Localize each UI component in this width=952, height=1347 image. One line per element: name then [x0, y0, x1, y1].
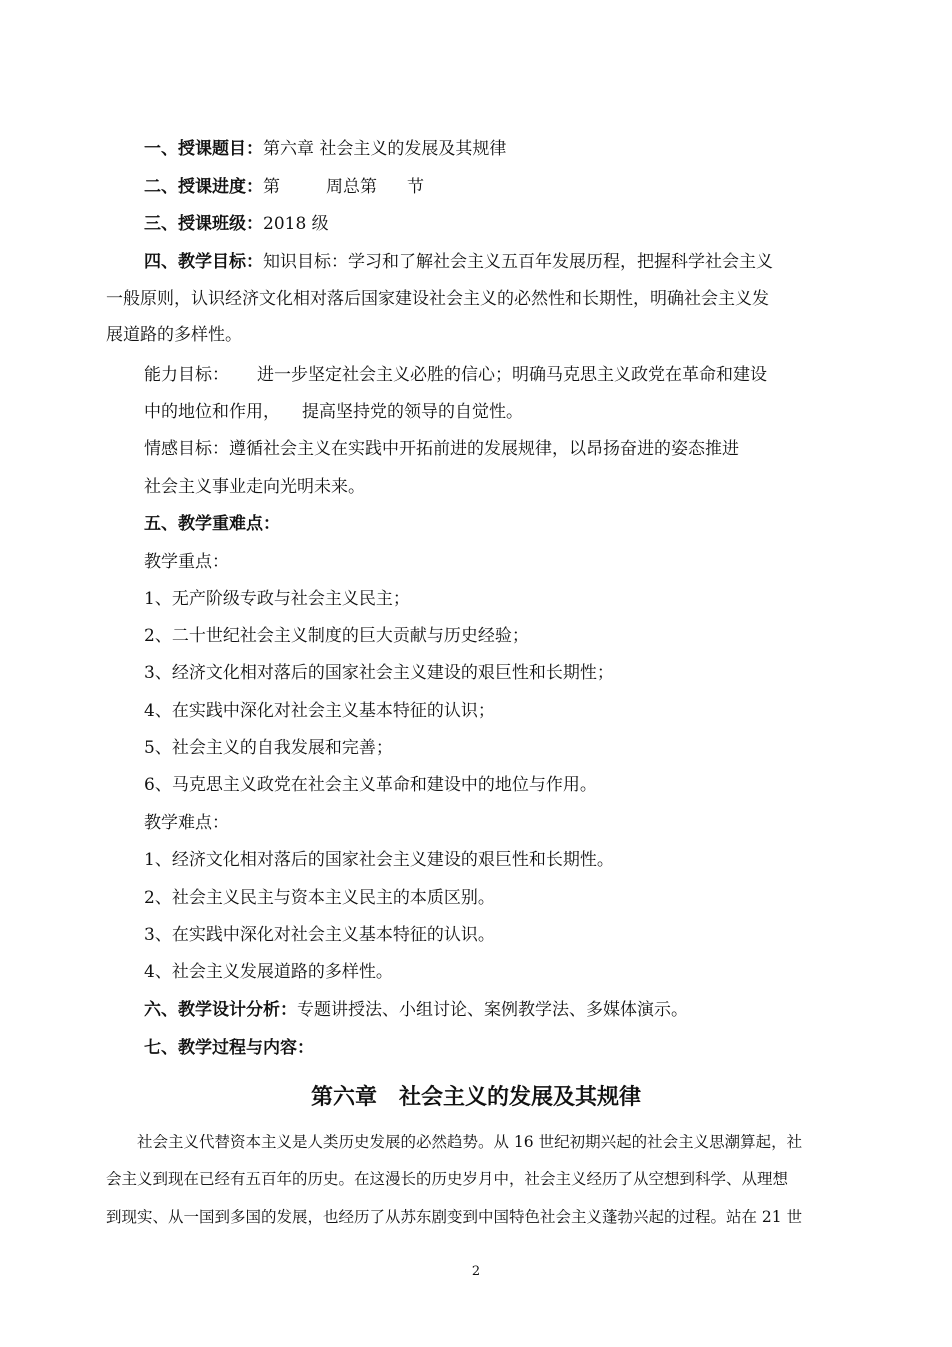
chapter-paragraph-line-3: 到现实、从一国到多国的发展，也经历了从苏东剧变到中国特色社会主义蓬勃兴起的过程。站在 21 世 — [106, 1208, 803, 1226]
key-points-label: 教学重点： — [144, 552, 229, 572]
section-4-goals — [144, 250, 773, 274]
difficult-point-item: 1、经济文化相对落后的国家社会主义建设的艰巨性和长期性。 — [144, 850, 614, 870]
section-1-course-topic — [144, 137, 506, 161]
difficult-point-item: 4、社会主义发展道路的多样性。 — [144, 962, 393, 982]
section-3-label: 三、授课班级： — [144, 214, 263, 234]
ability-goal-line-1 — [144, 363, 767, 387]
difficult-point-item: 2、社会主义民主与资本主义民主的本质区别。 — [144, 888, 495, 908]
ability-goal-text-2b: 提高坚持党的领导的自觉性。 — [302, 402, 523, 422]
ability-goal-text-1: 进一步坚定社会主义必胜的信心；明确马克思主义政党在革命和建设 — [257, 365, 767, 385]
knowledge-goal-line-2: 一般原则，认识经济文化相对落后国家建设社会主义的必然性和长期性，明确社会主义发 — [106, 289, 769, 309]
difficult-point-item: 3、在实践中深化对社会主义基本特征的认识。 — [144, 925, 495, 945]
key-point-item: 6、马克思主义政党在社会主义革命和建设中的地位与作用。 — [144, 775, 597, 795]
section-1-label: 一、授课题目： — [144, 139, 263, 159]
ability-goal-label: 能力目标： — [144, 365, 229, 385]
chapter-number: 第六章 — [310, 1085, 377, 1110]
knowledge-goal-line-1: 知识目标：学习和了解社会主义五百年发展历程，把握科学社会主义 — [263, 252, 773, 272]
section-3-class — [144, 212, 329, 236]
page-number: 2 — [471, 1264, 481, 1279]
emotion-goal-line-1: 情感目标：遵循社会主义在实践中开拓前进的发展规律，以昂扬奋进的姿态推进 — [144, 439, 739, 459]
chapter-paragraph-line-1: 社会主义代替资本主义是人类历史发展的必然趋势。从 16 世纪初期兴起的社会主义思潮算起，社 — [137, 1133, 803, 1151]
section-2-session-suffix: 节 — [407, 177, 424, 197]
section-6-text: 专题讲授法、小组讨论、案例教学法、多媒体演示。 — [297, 1000, 688, 1020]
section-5-label: 五、教学重难点： — [144, 514, 280, 534]
section-6-label: 六、教学设计分析： — [144, 1000, 297, 1020]
section-3-text: 2018 级 — [263, 214, 329, 234]
section-4-label: 四、教学目标： — [144, 252, 263, 272]
section-2-label: 二、授课进度： — [144, 177, 263, 197]
section-6-design-analysis — [144, 998, 688, 1022]
section-2-total-prefix: 周总第 — [326, 177, 377, 197]
key-point-item: 3、经济文化相对落后的国家社会主义建设的艰巨性和长期性； — [144, 663, 614, 683]
chapter-name: 社会主义的发展及其规律 — [399, 1085, 642, 1110]
key-point-item: 1、无产阶级专政与社会主义民主； — [144, 589, 410, 609]
chapter-paragraph-line-2: 会主义到现在已经有五百年的历史。在这漫长的历史岁月中，社会主义经历了从空想到科学、从理想 — [106, 1170, 789, 1188]
chapter-title — [0, 1083, 952, 1113]
key-point-item: 2、二十世纪社会主义制度的巨大贡献与历史经验； — [144, 626, 529, 646]
ability-goal-line-2 — [144, 400, 523, 424]
section-1-text: 第六章 社会主义的发展及其规律 — [263, 139, 507, 159]
ability-goal-text-2a: 中的地位和作用， — [144, 402, 280, 422]
section-2-week-prefix: 第 — [263, 177, 280, 197]
difficult-points-label: 教学难点： — [144, 813, 229, 833]
section-7-label: 七、教学过程与内容： — [144, 1038, 314, 1058]
emotion-goal-line-2: 社会主义事业走向光明未来。 — [144, 477, 365, 497]
knowledge-goal-line-3: 展道路的多样性。 — [106, 325, 242, 345]
key-point-item: 4、在实践中深化对社会主义基本特征的认识； — [144, 701, 495, 721]
section-2-course-progress — [144, 175, 424, 199]
key-point-item: 5、社会主义的自我发展和完善； — [144, 738, 393, 758]
